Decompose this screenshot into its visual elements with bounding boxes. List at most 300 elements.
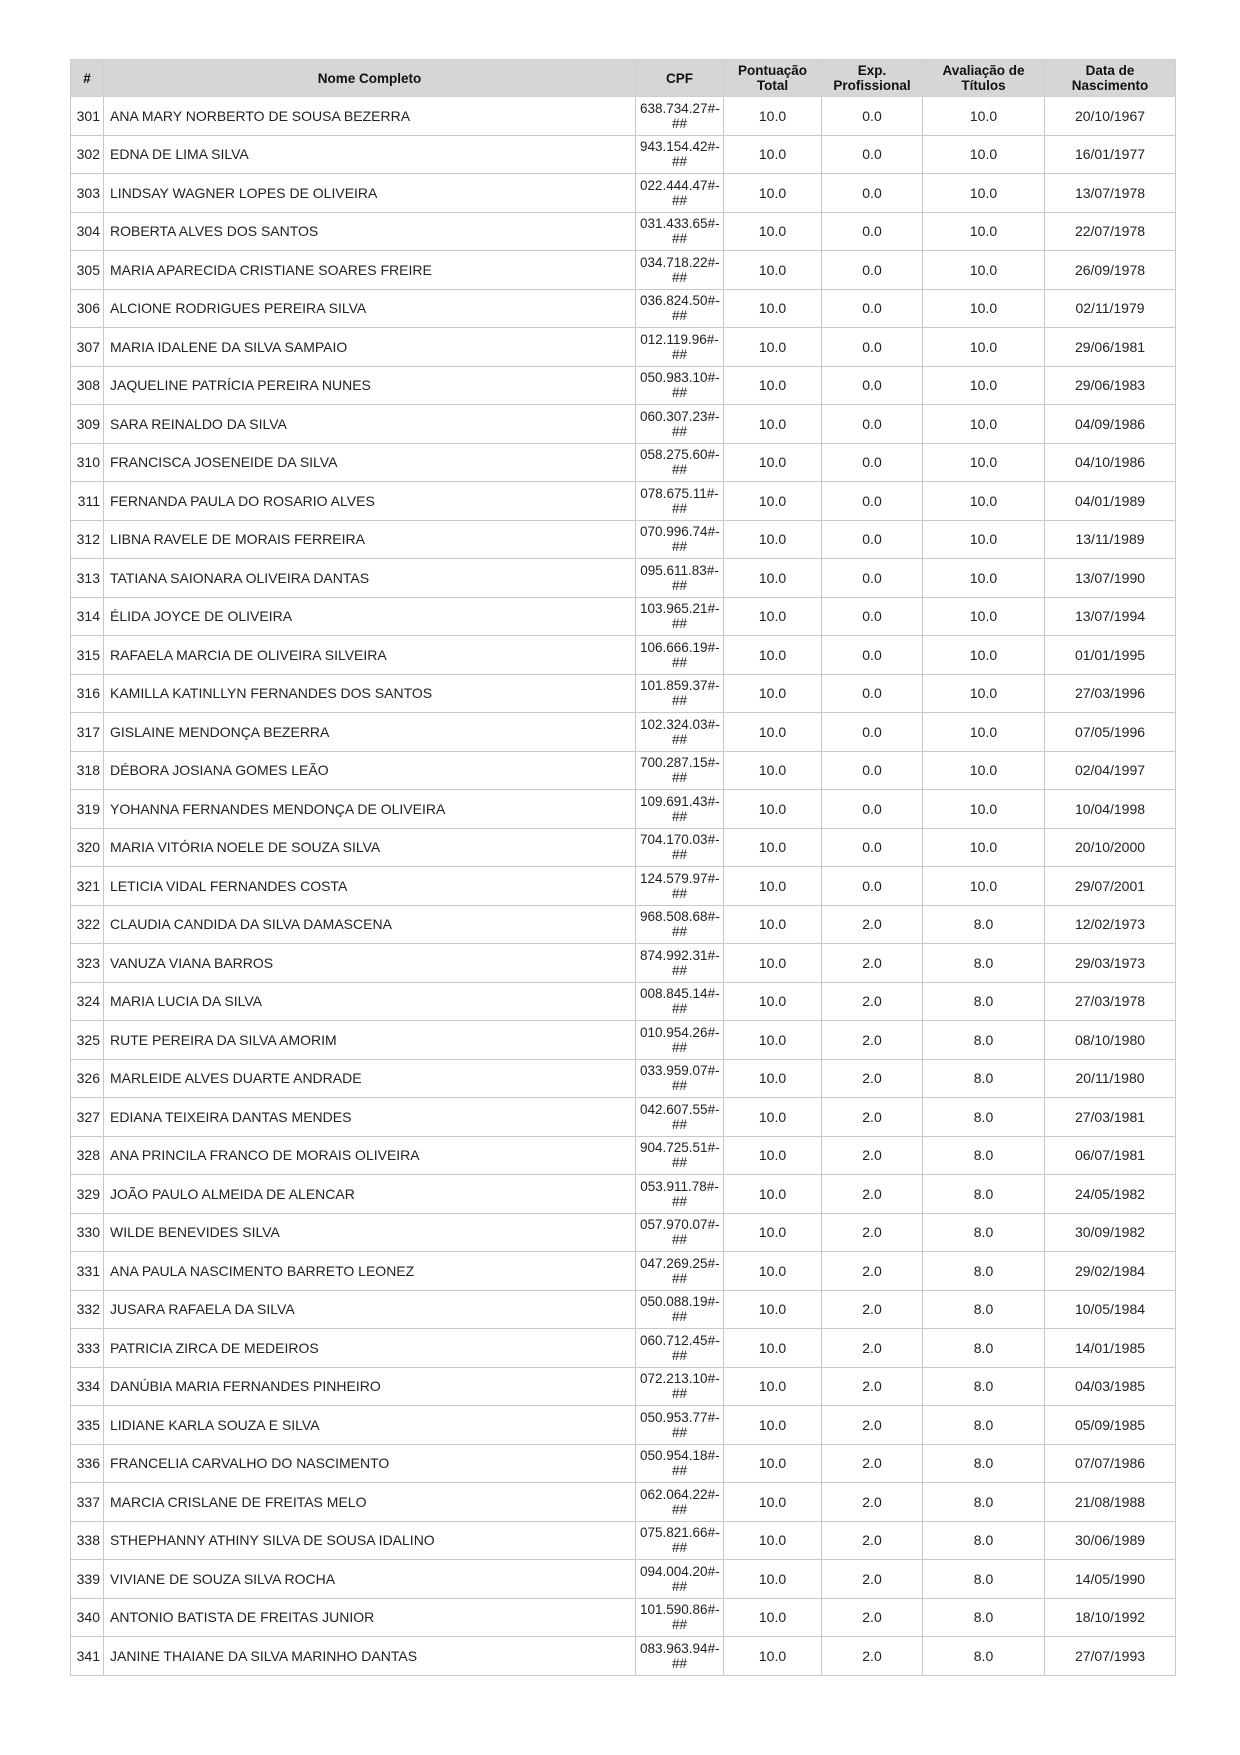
row-total-score: 10.0 [724, 751, 822, 790]
row-cpf-line1: 050.983.10#- [640, 370, 720, 386]
row-titles-evaluation: 8.0 [923, 1252, 1045, 1291]
row-professional-exp: 2.0 [822, 1213, 923, 1252]
row-total-score: 10.0 [724, 174, 822, 213]
table-row [71, 636, 1176, 675]
header-cpf: CPF [636, 60, 724, 97]
table-row [71, 174, 1176, 213]
row-birth-date: 21/08/1988 [1045, 1483, 1176, 1522]
row-professional-exp: 0.0 [822, 174, 923, 213]
row-birth-date: 27/03/1996 [1045, 674, 1176, 713]
row-cpf-line2: ## [671, 423, 688, 439]
row-professional-exp: 0.0 [822, 289, 923, 328]
row-cpf-line1: 060.712.45#- [640, 1332, 720, 1348]
row-total-score: 10.0 [724, 97, 822, 136]
results-table [70, 59, 1176, 1676]
row-number: 318 [71, 751, 104, 790]
row-birth-date: 27/07/1993 [1045, 1637, 1176, 1676]
row-cpf-line1: 095.611.83#- [640, 562, 719, 578]
row-cpf-line2: ## [671, 770, 688, 786]
row-professional-exp: 0.0 [822, 790, 923, 829]
row-birth-date: 26/09/1978 [1045, 251, 1176, 290]
table-row [71, 1329, 1176, 1368]
row-birth-date: 04/03/1985 [1045, 1367, 1176, 1406]
row-number: 303 [71, 174, 104, 213]
row-cpf [636, 135, 724, 174]
row-cpf-line1: 968.508.68#- [640, 909, 720, 925]
row-number: 306 [71, 289, 104, 328]
row-cpf-line1: 094.004.20#- [640, 1563, 720, 1579]
row-professional-exp: 0.0 [822, 328, 923, 367]
row-full-name: STHEPHANNY ATHINY SILVA DE SOUSA IDALINO [104, 1521, 636, 1560]
row-professional-exp: 2.0 [822, 982, 923, 1021]
row-professional-exp: 2.0 [822, 1367, 923, 1406]
row-full-name: VANUZA VIANA BARROS [104, 944, 636, 983]
row-titles-evaluation: 8.0 [923, 1444, 1045, 1483]
row-professional-exp: 0.0 [822, 212, 923, 251]
row-cpf-line1: 022.444.47#- [640, 177, 720, 193]
row-total-score: 10.0 [724, 674, 822, 713]
row-number: 331 [71, 1252, 104, 1291]
row-cpf-line2: ## [671, 1116, 688, 1132]
table-row [71, 366, 1176, 405]
row-full-name: ROBERTA ALVES DOS SANTOS [104, 212, 636, 251]
row-full-name: ANTONIO BATISTA DE FREITAS JUNIOR [104, 1598, 636, 1637]
row-cpf [636, 1059, 724, 1098]
row-titles-evaluation: 10.0 [923, 135, 1045, 174]
row-titles-evaluation: 10.0 [923, 751, 1045, 790]
row-cpf-line1: 062.064.22#- [640, 1486, 720, 1502]
row-titles-evaluation: 8.0 [923, 1367, 1045, 1406]
row-titles-evaluation: 8.0 [923, 944, 1045, 983]
row-cpf-line1: 103.965.21#- [640, 601, 720, 617]
row-professional-exp: 0.0 [822, 443, 923, 482]
row-cpf-line2: ## [671, 154, 688, 170]
row-birth-date: 30/06/1989 [1045, 1521, 1176, 1560]
row-full-name: DANÚBIA MARIA FERNANDES PINHEIRO [104, 1367, 636, 1406]
table-row [71, 1021, 1176, 1060]
row-cpf-line2: ## [671, 693, 688, 709]
row-professional-exp: 2.0 [822, 1483, 923, 1522]
row-cpf-line1: 031.433.65#- [640, 216, 720, 232]
row-titles-evaluation: 8.0 [923, 1136, 1045, 1175]
row-titles-evaluation: 10.0 [923, 328, 1045, 367]
row-cpf-line1: 075.821.66#- [640, 1525, 720, 1541]
row-professional-exp: 2.0 [822, 1136, 923, 1175]
row-cpf-line2: ## [671, 1155, 688, 1171]
row-professional-exp: 0.0 [822, 135, 923, 174]
row-cpf-line1: 060.307.23#- [640, 408, 720, 424]
row-number: 324 [71, 982, 104, 1021]
row-total-score: 10.0 [724, 713, 822, 752]
row-birth-date: 13/07/1978 [1045, 174, 1176, 213]
row-number: 309 [71, 405, 104, 444]
row-birth-date: 29/02/1984 [1045, 1252, 1176, 1291]
row-cpf-line2: ## [671, 1424, 688, 1440]
row-cpf-line2: ## [671, 654, 688, 670]
row-titles-evaluation: 10.0 [923, 867, 1045, 906]
row-cpf-line1: 008.845.14#- [640, 986, 720, 1002]
row-number: 315 [71, 636, 104, 675]
row-birth-date: 29/03/1973 [1045, 944, 1176, 983]
row-full-name: ALCIONE RODRIGUES PEREIRA SILVA [104, 289, 636, 328]
header-total-line1: Pontuação [737, 63, 807, 78]
row-full-name: MARLEIDE ALVES DUARTE ANDRADE [104, 1059, 636, 1098]
table-row [71, 1136, 1176, 1175]
row-professional-exp: 2.0 [822, 1521, 923, 1560]
table-row [71, 790, 1176, 829]
row-full-name: RAFAELA MARCIA DE OLIVEIRA SILVEIRA [104, 636, 636, 675]
row-number: 328 [71, 1136, 104, 1175]
row-cpf [636, 1136, 724, 1175]
row-birth-date: 20/10/2000 [1045, 828, 1176, 867]
row-full-name: RUTE PEREIRA DA SILVA AMORIM [104, 1021, 636, 1060]
row-titles-evaluation: 8.0 [923, 1483, 1045, 1522]
row-full-name: LIDIANE KARLA SOUZA E SILVA [104, 1406, 636, 1445]
row-number: 340 [71, 1598, 104, 1637]
row-titles-evaluation: 8.0 [923, 1329, 1045, 1368]
row-total-score: 10.0 [724, 1483, 822, 1522]
row-birth-date: 06/07/1981 [1045, 1136, 1176, 1175]
row-cpf [636, 751, 724, 790]
row-cpf-line2: ## [671, 1578, 688, 1594]
row-cpf-line2: ## [671, 731, 688, 747]
table-row [71, 135, 1176, 174]
row-cpf-line1: 106.666.19#- [640, 639, 720, 655]
row-number: 319 [71, 790, 104, 829]
row-birth-date: 27/03/1978 [1045, 982, 1176, 1021]
row-number: 314 [71, 597, 104, 636]
table-row [71, 1213, 1176, 1252]
row-cpf [636, 328, 724, 367]
row-total-score: 10.0 [724, 1290, 822, 1329]
row-cpf [636, 790, 724, 829]
row-number: 317 [71, 713, 104, 752]
row-number: 321 [71, 867, 104, 906]
row-total-score: 10.0 [724, 366, 822, 405]
row-cpf-line1: 057.970.07#- [640, 1217, 720, 1233]
row-cpf [636, 405, 724, 444]
row-total-score: 10.0 [724, 636, 822, 675]
row-full-name: GISLAINE MENDONÇA BEZERRA [104, 713, 636, 752]
row-cpf-line2: ## [671, 1463, 688, 1479]
row-titles-evaluation: 10.0 [923, 674, 1045, 713]
row-cpf-line1: 101.859.37#- [640, 678, 720, 694]
row-total-score: 10.0 [724, 597, 822, 636]
row-cpf-line2: ## [671, 1501, 688, 1517]
row-cpf [636, 636, 724, 675]
row-total-score: 10.0 [724, 1521, 822, 1560]
row-full-name: ANA PRINCILA FRANCO DE MORAIS OLIVEIRA [104, 1136, 636, 1175]
header-titles-line2: Títulos [961, 78, 1006, 93]
header-titles [923, 60, 1045, 97]
row-total-score: 10.0 [724, 251, 822, 290]
row-birth-date: 22/07/1978 [1045, 212, 1176, 251]
table-row [71, 482, 1176, 521]
row-cpf-line2: ## [671, 1270, 688, 1286]
header-total [724, 60, 822, 97]
row-full-name: FERNANDA PAULA DO ROSARIO ALVES [104, 482, 636, 521]
row-birth-date: 14/05/1990 [1045, 1560, 1176, 1599]
row-full-name: MARIA IDALENE DA SILVA SAMPAIO [104, 328, 636, 367]
table-row [71, 328, 1176, 367]
table-row [71, 1406, 1176, 1445]
row-full-name: KAMILLA KATINLLYN FERNANDES DOS SANTOS [104, 674, 636, 713]
row-titles-evaluation: 10.0 [923, 559, 1045, 598]
row-cpf-line2: ## [671, 1386, 688, 1402]
row-birth-date: 29/06/1981 [1045, 328, 1176, 367]
row-professional-exp: 0.0 [822, 636, 923, 675]
row-cpf-line1: 072.213.10#- [640, 1371, 720, 1387]
row-number: 337 [71, 1483, 104, 1522]
row-total-score: 10.0 [724, 405, 822, 444]
row-titles-evaluation: 10.0 [923, 289, 1045, 328]
row-professional-exp: 0.0 [822, 674, 923, 713]
row-cpf-line2: ## [671, 847, 688, 863]
row-professional-exp: 2.0 [822, 1059, 923, 1098]
row-cpf-line1: 904.725.51#- [640, 1140, 720, 1156]
row-birth-date: 12/02/1973 [1045, 905, 1176, 944]
table-row [71, 559, 1176, 598]
header-birth-line1: Data de [1085, 63, 1135, 78]
row-number: 329 [71, 1175, 104, 1214]
row-titles-evaluation: 10.0 [923, 97, 1045, 136]
row-birth-date: 13/11/1989 [1045, 520, 1176, 559]
row-birth-date: 30/09/1982 [1045, 1213, 1176, 1252]
row-professional-exp: 0.0 [822, 405, 923, 444]
header-num: # [71, 60, 104, 97]
row-cpf-line1: 700.287.15#- [640, 755, 720, 771]
row-titles-evaluation: 8.0 [923, 1059, 1045, 1098]
row-cpf-line2: ## [671, 385, 688, 401]
table-row [71, 1098, 1176, 1137]
row-total-score: 10.0 [724, 135, 822, 174]
row-total-score: 10.0 [724, 790, 822, 829]
row-titles-evaluation: 8.0 [923, 905, 1045, 944]
row-number: 332 [71, 1290, 104, 1329]
row-professional-exp: 0.0 [822, 597, 923, 636]
header-birth [1045, 60, 1176, 97]
row-total-score: 10.0 [724, 944, 822, 983]
row-cpf-line1: 050.953.77#- [640, 1409, 720, 1425]
row-professional-exp: 0.0 [822, 520, 923, 559]
row-cpf [636, 1406, 724, 1445]
row-number: 336 [71, 1444, 104, 1483]
row-total-score: 10.0 [724, 1213, 822, 1252]
table-row [71, 982, 1176, 1021]
table-row [71, 1175, 1176, 1214]
row-titles-evaluation: 10.0 [923, 520, 1045, 559]
row-number: 333 [71, 1329, 104, 1368]
row-total-score: 10.0 [724, 1252, 822, 1291]
row-number: 304 [71, 212, 104, 251]
row-total-score: 10.0 [724, 482, 822, 521]
row-total-score: 10.0 [724, 1098, 822, 1137]
row-birth-date: 29/06/1983 [1045, 366, 1176, 405]
row-titles-evaluation: 10.0 [923, 405, 1045, 444]
row-cpf [636, 1290, 724, 1329]
row-total-score: 10.0 [724, 1059, 822, 1098]
row-cpf-line2: ## [671, 808, 688, 824]
row-titles-evaluation: 10.0 [923, 828, 1045, 867]
row-cpf-line1: 033.959.07#- [640, 1063, 720, 1079]
row-full-name: JUSARA RAFAELA DA SILVA [104, 1290, 636, 1329]
row-cpf [636, 212, 724, 251]
row-cpf [636, 1637, 724, 1676]
row-total-score: 10.0 [724, 1367, 822, 1406]
row-full-name: EDIANA TEIXEIRA DANTAS MENDES [104, 1098, 636, 1137]
row-professional-exp: 0.0 [822, 867, 923, 906]
row-cpf-line1: 109.691.43#- [640, 793, 720, 809]
table-row [71, 1252, 1176, 1291]
row-birth-date: 16/01/1977 [1045, 135, 1176, 174]
row-titles-evaluation: 10.0 [923, 251, 1045, 290]
row-total-score: 10.0 [724, 443, 822, 482]
row-number: 335 [71, 1406, 104, 1445]
header-row [71, 60, 1176, 97]
results-table-container [70, 59, 1176, 1676]
row-cpf [636, 520, 724, 559]
row-cpf [636, 1252, 724, 1291]
row-birth-date: 13/07/1990 [1045, 559, 1176, 598]
row-full-name: LINDSAY WAGNER LOPES DE OLIVEIRA [104, 174, 636, 213]
row-professional-exp: 2.0 [822, 1444, 923, 1483]
row-total-score: 10.0 [724, 1136, 822, 1175]
row-birth-date: 29/07/2001 [1045, 867, 1176, 906]
row-cpf-line1: 083.963.94#- [640, 1640, 720, 1656]
row-cpf-line2: ## [671, 1309, 688, 1325]
row-titles-evaluation: 8.0 [923, 1290, 1045, 1329]
row-titles-evaluation: 10.0 [923, 636, 1045, 675]
row-titles-evaluation: 8.0 [923, 1521, 1045, 1560]
row-cpf-line1: 042.607.55#- [640, 1101, 720, 1117]
row-full-name: MARCIA CRISLANE DE FREITAS MELO [104, 1483, 636, 1522]
row-birth-date: 04/10/1986 [1045, 443, 1176, 482]
table-row [71, 944, 1176, 983]
row-cpf-line2: ## [671, 1193, 688, 1209]
row-cpf [636, 674, 724, 713]
row-professional-exp: 2.0 [822, 1252, 923, 1291]
row-professional-exp: 2.0 [822, 1560, 923, 1599]
row-cpf-line2: ## [671, 539, 688, 555]
row-professional-exp: 0.0 [822, 751, 923, 790]
row-titles-evaluation: 10.0 [923, 790, 1045, 829]
row-professional-exp: 0.0 [822, 366, 923, 405]
row-cpf-line2: ## [671, 577, 688, 593]
row-full-name: JAQUELINE PATRÍCIA PEREIRA NUNES [104, 366, 636, 405]
row-full-name: JANINE THAIANE DA SILVA MARINHO DANTAS [104, 1637, 636, 1676]
table-row [71, 1521, 1176, 1560]
row-cpf [636, 1560, 724, 1599]
row-professional-exp: 0.0 [822, 251, 923, 290]
row-total-score: 10.0 [724, 1021, 822, 1060]
row-full-name: FRANCISCA JOSENEIDE DA SILVA [104, 443, 636, 482]
row-professional-exp: 2.0 [822, 1290, 923, 1329]
row-cpf [636, 1175, 724, 1214]
row-cpf [636, 713, 724, 752]
row-total-score: 10.0 [724, 520, 822, 559]
table-row [71, 212, 1176, 251]
table-row [71, 713, 1176, 752]
table-row [71, 905, 1176, 944]
row-total-score: 10.0 [724, 1637, 822, 1676]
row-cpf-line2: ## [671, 462, 688, 478]
row-full-name: JOÃO PAULO ALMEIDA DE ALENCAR [104, 1175, 636, 1214]
table-row [71, 674, 1176, 713]
row-cpf-line2: ## [671, 115, 688, 131]
row-cpf-line1: 010.954.26#- [640, 1024, 720, 1040]
row-number: 334 [71, 1367, 104, 1406]
table-row [71, 867, 1176, 906]
row-cpf-line2: ## [671, 924, 688, 940]
row-number: 338 [71, 1521, 104, 1560]
row-total-score: 10.0 [724, 828, 822, 867]
row-full-name: FRANCELIA CARVALHO DO NASCIMENTO [104, 1444, 636, 1483]
row-cpf [636, 905, 724, 944]
row-number: 302 [71, 135, 104, 174]
row-number: 327 [71, 1098, 104, 1137]
table-row [71, 1290, 1176, 1329]
row-titles-evaluation: 10.0 [923, 212, 1045, 251]
row-cpf-line2: ## [671, 500, 688, 516]
row-titles-evaluation: 10.0 [923, 713, 1045, 752]
row-titles-evaluation: 10.0 [923, 443, 1045, 482]
row-cpf-line1: 078.675.11#- [640, 485, 719, 501]
row-titles-evaluation: 8.0 [923, 1560, 1045, 1599]
row-cpf-line1: 102.324.03#- [640, 716, 720, 732]
row-full-name: WILDE BENEVIDES SILVA [104, 1213, 636, 1252]
row-titles-evaluation: 10.0 [923, 597, 1045, 636]
row-number: 305 [71, 251, 104, 290]
row-titles-evaluation: 8.0 [923, 1598, 1045, 1637]
header-exp-line2: Profissional [833, 78, 911, 93]
table-row [71, 443, 1176, 482]
table-row [71, 289, 1176, 328]
row-total-score: 10.0 [724, 905, 822, 944]
row-number: 308 [71, 366, 104, 405]
row-total-score: 10.0 [724, 1175, 822, 1214]
row-number: 339 [71, 1560, 104, 1599]
row-cpf [636, 828, 724, 867]
row-full-name: CLAUDIA CANDIDA DA SILVA DAMASCENA [104, 905, 636, 944]
row-cpf-line1: 124.579.97#- [640, 870, 720, 886]
row-professional-exp: 2.0 [822, 1598, 923, 1637]
row-full-name: ANA MARY NORBERTO DE SOUSA BEZERRA [104, 97, 636, 136]
row-cpf-line1: 943.154.42#- [640, 139, 720, 155]
table-row [71, 97, 1176, 136]
row-cpf [636, 559, 724, 598]
row-total-score: 10.0 [724, 1598, 822, 1637]
header-total-line2: Total [756, 78, 789, 93]
table-row [71, 597, 1176, 636]
row-birth-date: 02/11/1979 [1045, 289, 1176, 328]
row-birth-date: 02/04/1997 [1045, 751, 1176, 790]
row-cpf-line2: ## [671, 1232, 688, 1248]
row-cpf [636, 944, 724, 983]
row-professional-exp: 0.0 [822, 97, 923, 136]
table-row [71, 1560, 1176, 1599]
row-cpf [636, 1521, 724, 1560]
row-total-score: 10.0 [724, 1560, 822, 1599]
row-full-name: EDNA DE LIMA SILVA [104, 135, 636, 174]
row-professional-exp: 2.0 [822, 1329, 923, 1368]
row-cpf [636, 597, 724, 636]
row-number: 312 [71, 520, 104, 559]
row-cpf [636, 982, 724, 1021]
row-cpf-line2: ## [671, 1078, 688, 1094]
row-titles-evaluation: 8.0 [923, 1406, 1045, 1445]
row-birth-date: 10/04/1998 [1045, 790, 1176, 829]
row-titles-evaluation: 8.0 [923, 1175, 1045, 1214]
